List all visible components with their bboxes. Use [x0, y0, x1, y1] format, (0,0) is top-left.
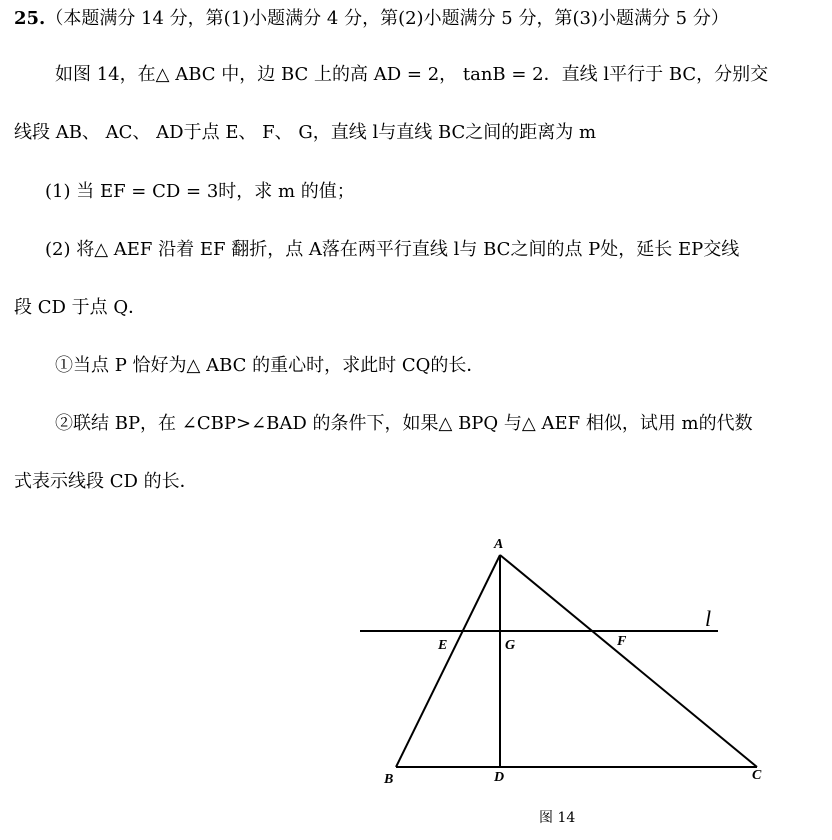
- segment-ab: [396, 555, 500, 767]
- label-a: A: [494, 537, 504, 552]
- label-c: C: [752, 768, 762, 783]
- sub-question-2-line-2: 式表示线段 CD 的长．: [14, 471, 198, 492]
- label-g: G: [505, 638, 516, 653]
- intro-line-2: 线段 AB、 AC、 AD于点 E、 F、 G，直线 l与直线 BC之间的距离为 m: [14, 122, 597, 143]
- part-1: (1) 当 EF = CD = 3时，求 m 的值；: [45, 181, 355, 202]
- sub-question-2-line-1: ②联结 BP，在 ∠CBP>∠BAD 的条件下，如果△ BPQ 与△ AEF 相似，试用 m的代数: [55, 413, 753, 434]
- problem-number: 25.: [14, 8, 46, 29]
- label-f: F: [617, 634, 627, 649]
- part-2-line-1: (2) 将△ AEF 沿着 EF 翻折，点 A落在两平行直线 l与 BC之间的点 P处，延长 EP交线: [45, 239, 740, 260]
- score-info: （本题满分 14 分，第(1)小题满分 4 分，第(2)小题满分 5 分，第(3)小题满分 5 分）: [45, 8, 729, 29]
- sub-question-1: ①当点 P 恰好为△ ABC 的重心时，求此时 CQ的长．: [55, 355, 485, 376]
- segment-ac: [500, 555, 757, 767]
- label-b: B: [384, 772, 394, 787]
- part-2-line-2: 段 CD 于点 Q．: [14, 297, 147, 318]
- label-l: l: [705, 606, 712, 631]
- figure-caption: 图 14: [539, 810, 576, 826]
- geometry-figure: [340, 530, 780, 800]
- problem-header: [14, 7, 729, 31]
- label-d: D: [494, 770, 505, 785]
- intro-line-1: 如图 14，在△ ABC 中，边 BC 上的高 AD = 2， tanB = 2．直线 l平行于 BC，分别交: [55, 64, 769, 85]
- label-e: E: [438, 638, 448, 653]
